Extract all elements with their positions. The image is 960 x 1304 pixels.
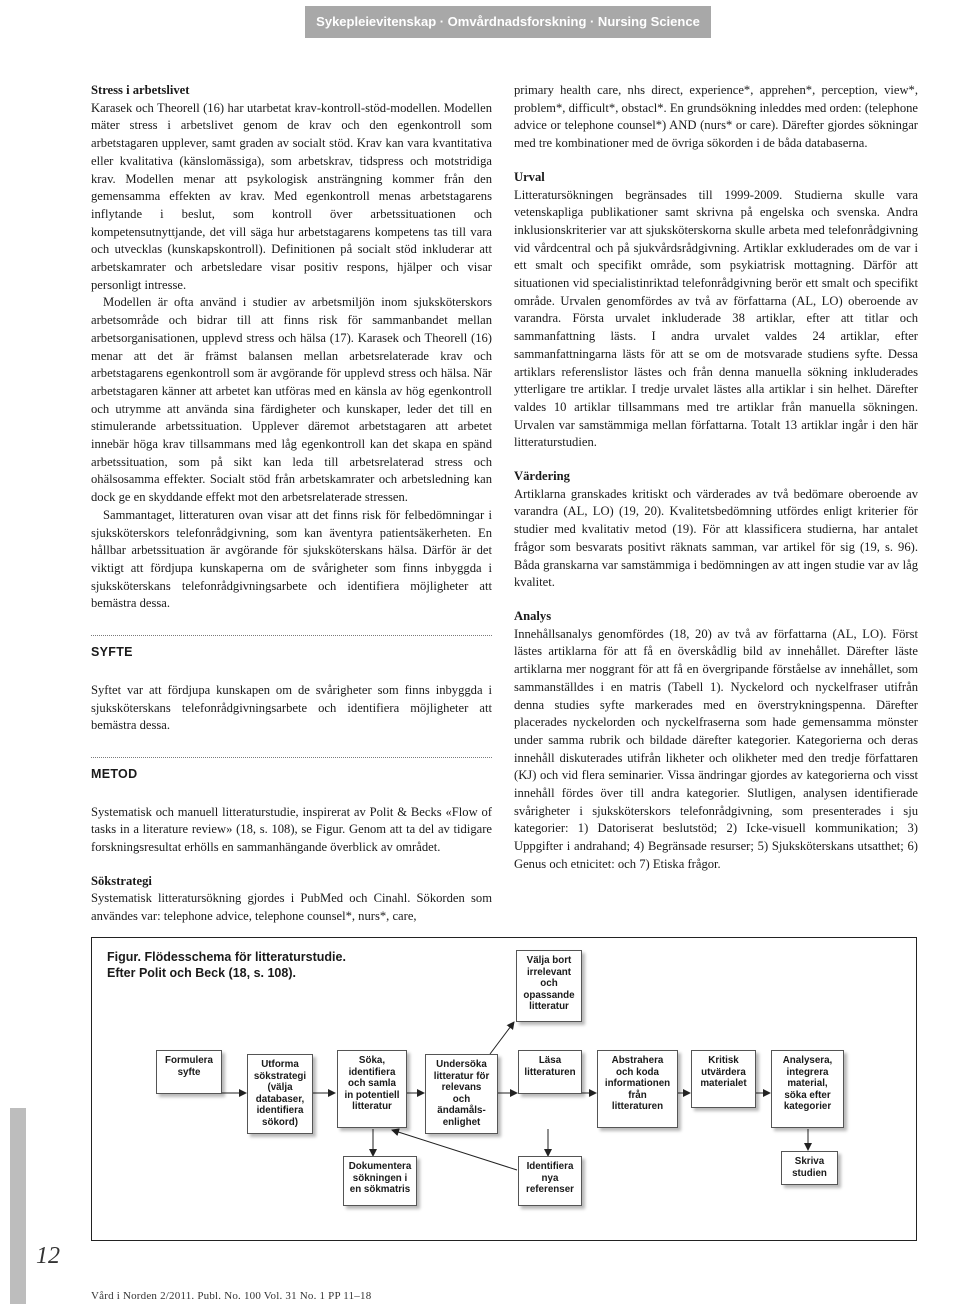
- box-analysera: Analysera, integrera material, söka efter kategorier: [771, 1050, 844, 1128]
- box-soka: Söka, identifiera och samla in potentiell litteratur: [337, 1050, 407, 1128]
- sokstrategi-heading: Sökstrategi: [91, 873, 152, 888]
- sokstrategi-continued: primary health care, nhs direct, experience*, apprehen*, perception, view*, problem*, difficult*, obstacl*. En grundsökning inleddes med orden: (telephone advice or telephone counsel*) AND (nurs* or care). Därefter gjordes sökningar med tre kombinationer med de övriga sökorden i de båda databaserna.: [514, 83, 918, 151]
- box-undersoka: Undersöka litteratur för relevans och ändamåls- enlighet: [425, 1054, 498, 1134]
- metod-heading: METOD: [91, 766, 138, 781]
- box-utforma-sokstrategi: Utforma sökstrategi (välja databaser, identifiera sökord): [247, 1054, 313, 1134]
- stress-paragraph-3: Sammantaget, litteraturen ovan visar att det finns risk för felbedömningar i sjuksköterskors telefonrådgivning, som kan äventyra patientsäkerheten. En hållbar arbetssituation är avgörande för sjuksköterskans hälsa. Därför är det viktigt att fördjupa kunskaperna om de svårigheter som finns inbyggda i sjuksköterskans telefonrådgivningsarbete och identifiera möjligheter att bemästra dessa.: [91, 507, 492, 611]
- analys-heading: Analys: [514, 608, 552, 623]
- page-edge-bar: [10, 1108, 26, 1304]
- box-valja-bort: Välja bort irrelevant och opassande litteratur: [516, 950, 582, 1022]
- journal-header-band: Sykepleievitenskap · Omvårdnadsforskning · Nursing Science: [305, 6, 711, 38]
- sokstrategi-text: Systematisk litteratursökning gjordes i PubMed och Cinahl. Sökorden som användes var: telephone advice, telephone counsel*, nurs*, care,: [91, 891, 492, 924]
- box-formulera-syfte: Formulera syfte: [156, 1050, 222, 1094]
- vardering-heading: Värdering: [514, 469, 570, 484]
- stress-paragraph-1: Karasek och Theorell (16) har utarbetat krav-kontroll-stöd-modellen. Modellen mäter stress i arbetslivet genom de krav och den egenkontroll som arbetstagaren upplever, samt graden av socialt stöd. Krav kan vara kvantitativa eller kvalitativa (känslomässiga), som arbetskrav, tidspress och motstridiga krav. Modellen menar att psykologisk ansträngning kommer från den gemensamma effekten av krav. Med egenkontroll menas arbetstagarens inflytande i beslut, som kontroll över arbetssituationen och kompetensutnyttjande, det vill säga hur arbetstagarens kompetens tas till vara och utvecklas (kunskapskontroll). Definitionen på socialt stöd inkluderar att arbetskamrater och arbetsledare visar positiv respons, hjälper och visar personligt intresse.: [91, 100, 492, 292]
- box-dokumentera: Dokumentera sökningen i en sökmatris: [343, 1156, 417, 1206]
- footer-citation: Vård i Norden 2/2011. Publ. No. 100 Vol. 31 No. 1 PP 11–18: [91, 1290, 372, 1302]
- analys-text: Innehållsanalys genomfördes (18, 20) av två av författarna (AL, LO). Först lästes artiklarna för att få en överskådlig bild av innehållet. Därefter läste artiklarna mer noggrant för att få en övergripande förståelse av innehållet, som sammanställdes i en matris (Tabell 1). Nyckelord och nyckelfraser utifrån denna studies syfte markerades med en överstrykningspenna. Därefter placerades nyckelorden och nyckelfraserna som hade gemensamma mönster under samma rubrik och bildade därefter kategorier. Kategorierna och deras innehåll diskuterades utifrån likheter och olikheter med den tredje författaren (KJ) och vid flera seminarier. Vissa ändringar gjordes av kategorierna och visst innehåll fördes över till andra kategorier. Slutligen, analysen identifierade svårigheter i sjuksköterskors telefonrådgivning, som presenterades i sju kategorier: 1) Datoriserat beslutstöd; 2) Icke-visuell kommunikation; 3) Uppgifter i andrahand; 4) Begränsade resurser; 5) Sjuksköterskans utsatthet; 6) Genus och etnicitet: och 7) Etiska frågor.: [514, 626, 918, 871]
- box-kritisk: Kritisk utvärdera materialet: [691, 1050, 756, 1108]
- box-abstrahera: Abstrahera och koda informationen från litteraturen: [597, 1050, 678, 1128]
- box-lasa: Läsa litteraturen: [518, 1050, 582, 1094]
- syfte-text: Syftet var att fördjupa kunskapen om de svårigheter som finns inbyggda i sjuksköterskans telefonrådgivningsarbete och identifiera möjligheter att bemästra dessa.: [91, 682, 492, 733]
- page-number: 12: [36, 1243, 60, 1269]
- right-column: [514, 82, 918, 874]
- arrow-undersoka-valja: [490, 1022, 514, 1054]
- metod-text: Systematisk och manuell litteraturstudie, inspirerat av Polit & Becks «Flow of tasks in a literature review» (18, s. 108), se Figur. Genom att ta del av tidigare forskningsresultat erhölls en sammanhängande överblick av området.: [91, 804, 492, 855]
- stress-paragraph-2: Modellen är ofta använd i studier av arbetsmiljön inom sjuksköterskors arbetsområde och bidrar till att finns risk för sammanbandet mellan arbetsorganisationen, upplevd stress och hälsa (17). Karasek och Theorell (16) menar att det är främst balansen mellan arbetsrelaterade krav och arbetstagarens egenkontroll som är avgörande för upplevd stress och hälsa. När arbetstagaren känner att arbetet kan utföras med en känsla av hög egenkontroll och utrymme att använda sina färdigheter och kunskaper, leder det till en stimulerande arbetssituation. Upplever däremot arbetstagaren att arbetet innebär höga krav tillsammans med låg egenkontroll kan det skapa en spänd arbetssituation, som på sikt kan leda till arbetsrelaterad stress och ohälsosamma effekter. Socialt stöd från arbetskamrater och arbetsledning kan dock ge en skyddande effekt mot den arbetsrelaterade stressen.: [91, 295, 492, 505]
- box-skriva: Skriva studien: [781, 1151, 838, 1185]
- urval-text: Litteratursökningen begränsades till 1999-2009. Studierna skulle vara vetenskapliga publikationer samt skrivna på engelska och svenska. Andra inklusionskriterier var att sjuksköterskorna skulle arbeta med telefonrådgivning vid vårdcentral och på sjukvårdsrådgivning. Artiklar exkluderades om de var i ett smalt och specifikt område, som psykiatrisk mottagning. Därför att situationen vid specialistinriktad telefonrådgivning berör ett smalt och specifikt område. Urvalen genomfördes av två av författarna (AL, LO) oberoende av varandra. Första urvalet inkluderade 38 artiklar, efter att titlar och sammanfattning lästs. I andra urvalet valdes 24 artiklar, efter sammanfattningarna lästs för att se om de motsvarade studiens syfte. Dessa artiklars referenslistor lästes och från denna manuella sökning inkluderades ytterligare tre artiklar. I tredje urvalet lästes alla artiklar i sin helhet. Därefter valdes 10 artiklar tillsammans med tre artiklar från manuella sökningen. Urvalen var samstämmiga mellan författarna. Totalt 13 artiklar ingår i den här litteraturstudien.: [514, 187, 918, 450]
- figure-caption-title: Figur. Flödesschema för litteraturstudie.: [107, 950, 346, 964]
- figure-caption-source: Efter Polit och Beck (18, s. 108).: [107, 966, 296, 980]
- urval-heading: Urval: [514, 169, 545, 184]
- left-column: [91, 82, 492, 926]
- flowchart-figure: [91, 937, 917, 1241]
- box-identifiera: Identifiera nya referenser: [518, 1156, 582, 1206]
- syfte-heading: SYFTE: [91, 645, 133, 660]
- vardering-text: Artiklarna granskades kritiskt och värderades av två bedömare oberoende av varandra (AL, LO) (19, 20). Kvalitetsbedömning utfördes enligt kriterier för studier med kvalitativ metod (19). För att klassificera studierna, har antalet frågor som besvarats positivt räknats samman, var artikel för sig (19, s. 96). Båda granskarna var samstämmiga i bedömningen av att ingen studie var av låg kvalitet.: [514, 486, 918, 590]
- stress-heading: Stress i arbetslivet: [91, 83, 190, 97]
